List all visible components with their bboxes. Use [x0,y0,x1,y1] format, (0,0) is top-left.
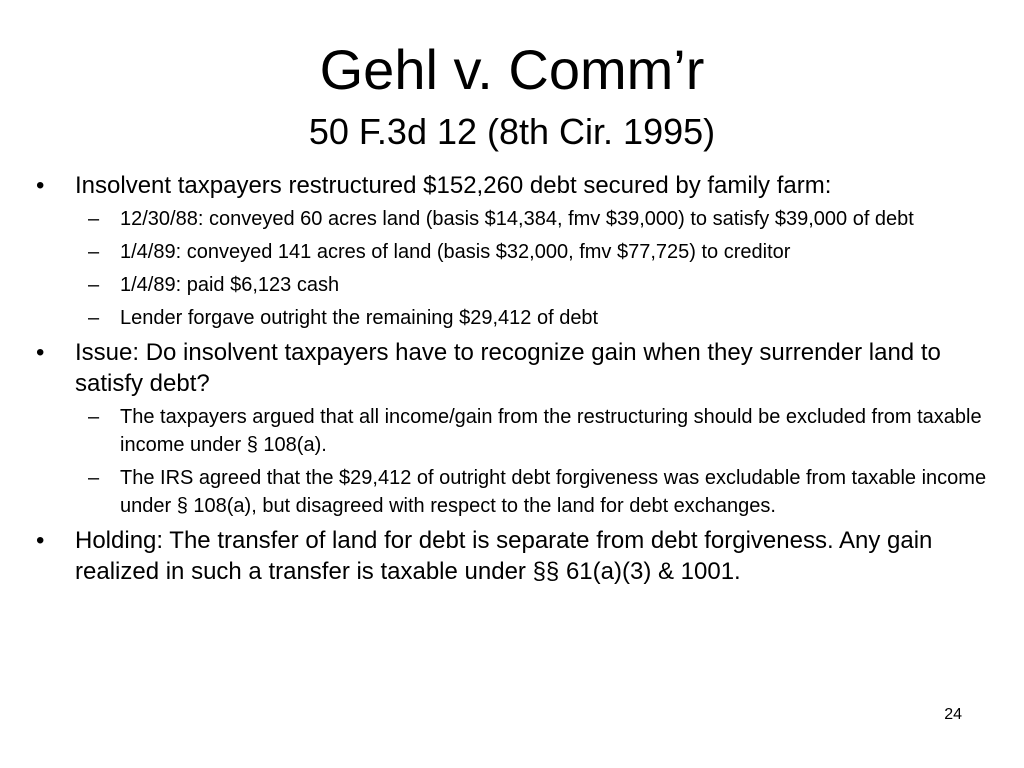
sub-bullet-item [36,271,1006,299]
sub-bullet-text: 1/4/89: paid $6,123 cash [120,274,340,296]
bullet-glyph: • [36,527,45,554]
sub-bullet-text: The IRS agreed that the $29,412 of outright debt forgiveness was excludable from taxable income under § 108(a), but disagreed with respect to the land for debt exchanges. [120,467,987,517]
bullet-item [36,170,1006,201]
bullet-text: Holding: The transfer of land for debt is separate from debt forgiveness. Any gain realized in such a transfer is taxable under §§ 61(a)(3) & 1001. [75,527,933,585]
bullet-item [36,337,1006,399]
bullet-list [36,170,1006,591]
bullet-glyph: • [36,339,45,366]
dash-glyph: – [88,274,100,296]
sub-bullet-text: Lender forgave outright the remaining $29,412 of debt [120,307,599,329]
sub-bullet-text: 12/30/88: conveyed 60 acres land (basis $14,384, fmv $39,000) to satisfy $39,000 of debt [120,208,914,230]
sub-bullet-item [36,464,1006,520]
sub-bullet-item [36,403,1006,459]
bullet-text: Insolvent taxpayers restructured $152,260 debt secured by family farm: [75,172,832,199]
dash-glyph: – [88,467,100,489]
dash-glyph: – [88,208,100,230]
sub-bullet-text: 1/4/89: conveyed 141 acres of land (basis $32,000, fmv $77,725) to creditor [120,241,791,263]
bullet-text: Issue: Do insolvent taxpayers have to recognize gain when they surrender land to satisfy debt? [75,339,941,397]
dash-glyph: – [88,241,100,263]
slide-title: Gehl v. Comm’r [319,38,705,101]
dash-glyph: – [88,406,100,428]
slide-subtitle: 50 F.3d 12 (8th Cir. 1995) [308,111,716,152]
sub-bullet-item [36,205,1006,233]
bullet-item [36,525,1006,587]
sub-bullet-item [36,304,1006,332]
bullet-glyph: • [36,172,45,199]
sub-bullet-item [36,238,1006,266]
dash-glyph: – [88,307,100,329]
page-number: 24 [944,706,962,723]
sub-bullet-text: The taxpayers argued that all income/gain from the restructuring should be excluded from taxable income under § 108(a). [120,406,982,456]
